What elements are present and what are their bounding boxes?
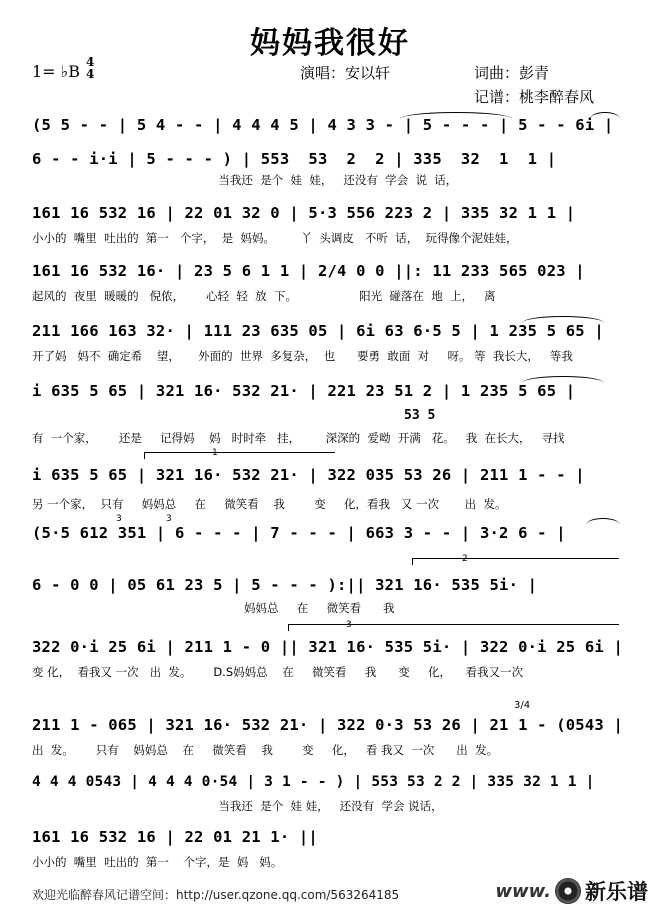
- lyric-line: 小小的 嘴里 吐出的 第一 个字， 是 妈妈。 丫 头调皮 不听 话， 玩得像个泥娃娃，: [32, 231, 518, 245]
- tie-arc: [522, 376, 604, 383]
- tie-arc: [586, 518, 620, 525]
- time-signature-top: 4: [86, 55, 95, 69]
- notation-line: 211 166 163 32· | 111 23 635 05 | 6i 63 6·5 5 | 1 235 5 65 |: [32, 322, 604, 340]
- triplet-mark: 3: [116, 514, 122, 524]
- triplet-mark: 3: [166, 514, 172, 524]
- notation-line: i 635 5 65 | 321 16· 532 21· | 322 035 53 26 | 211 1 - - |: [32, 466, 585, 484]
- lyric-line: 出 发。 只有 妈妈总 在 微笑看 我 变 化， 看 我又 一次 出 发。: [32, 743, 499, 757]
- notation-line: 161 16 532 16· | 23 5 6 1 1 | 2/4 0 0 ||: 11 233 565 023 |: [32, 262, 585, 280]
- volta-label-3: 3: [346, 620, 352, 630]
- time-signature: [86, 56, 94, 80]
- notation-line: (5·5 612 351 | 6 - - - | 7 - - - | 663 3 - - | 3·2 6 - |: [32, 524, 566, 542]
- time-signature-bottom: 4: [86, 67, 95, 81]
- footer-website[interactable]: 欢迎光临醉春风记谱空间：http://user.qzone.qq.com/563264185: [32, 888, 400, 902]
- tie-arc: [522, 316, 604, 323]
- notation-line: 4 4 4 0543 | 4 4 4 0·54 | 3 1 - - ) | 553 53 2 2 | 335 32 1 1 |: [32, 774, 595, 790]
- notation-line: 161 16 532 16 | 22 01 32 0 | 5·3 556 223 2 | 335 32 1 1 |: [32, 204, 576, 222]
- volta-label-1: 1: [212, 448, 218, 458]
- song-title: 妈妈我很好: [250, 26, 410, 61]
- volta-label-2: 2: [462, 554, 468, 564]
- lyric-line: 起风的 夜里 暖暖的 倪侬， 心轻 轻 放 下。 阳光 碰落在 地 上， 离: [32, 289, 496, 303]
- lyric-line: 开了妈 妈不 确定希 望， 外面的 世界 多复杂， 也 要勇 敢面 对 呀。 等 我长大， 等我: [32, 349, 573, 363]
- meter-change: 3/4: [514, 700, 531, 711]
- volta-bracket-3: [288, 624, 619, 631]
- lyric-line: 有 一个家， 还是 记得妈 妈 时时牵 挂， 深深的 爱呦 开满 花。 我 在长大， 寻找: [32, 431, 565, 445]
- notation-line: 6 - - i·i | 5 - - - ) | 553 53 2 2 | 335 32 1 1 |: [32, 150, 557, 168]
- notation-line: 161 16 532 16 | 22 01 21 1· ||: [32, 828, 318, 846]
- singer-credit: 演唱：安以轩: [300, 64, 391, 82]
- grace-note-annotation: 53 5: [404, 408, 436, 423]
- lyric-line: 当我还 是个 娃 娃， 还没有 学会 说 话，: [32, 173, 458, 187]
- tie-arc: [590, 112, 620, 119]
- logo-www: www.: [495, 880, 551, 902]
- notation-line: i 635 5 65 | 321 16· 532 21· | 221 23 51 2 | 1 235 5 65 |: [32, 382, 576, 400]
- key-signature: 1= ♭B: [32, 62, 80, 81]
- record-disc-icon: [555, 878, 581, 904]
- notation-line: 322 0·i 25 6i | 211 1 - 0 || 321 16· 535 5i· | 322 0·i 25 6i |: [32, 638, 623, 656]
- lyric-line: 妈妈总 在 微笑看 我: [32, 601, 395, 615]
- composer-credit: 词曲：彭青: [474, 64, 550, 82]
- notation-line: 211 1 - 065 | 321 16· 532 21· | 322 0·3 53 26 | 21 1 - (0543 |: [32, 716, 623, 734]
- lyric-line: 变 化， 看我又 一次 出 发。 D.S妈妈总 在 微笑看 我 变 化， 看我又一次: [32, 665, 524, 679]
- tie-arc: [400, 112, 512, 119]
- transcriber-credit: 记谱：桃李醉春风: [474, 88, 595, 106]
- site-logo: [495, 874, 648, 908]
- lyric-line: 当我还 是个 娃 娃， 还没有 学会 说话，: [32, 799, 443, 813]
- lyric-line: 另 一个家， 只有 妈妈总 在 微笑看 我 变 化，看我 又 一次 出 发。: [32, 497, 507, 511]
- notation-line: (5 5 - - | 5 4 - - | 4 4 4 5 | 4 3 3 - | 5 - - - | 5 - - 6i |: [32, 116, 614, 134]
- volta-bracket-2: [412, 558, 619, 565]
- logo-text: 新乐谱: [585, 880, 648, 904]
- lyric-line: 小小的 嘴里 吐出的 第一 个字，是 妈 妈。: [32, 855, 283, 869]
- volta-bracket-1: [144, 452, 335, 459]
- notation-line: 6 - 0 0 | 05 61 23 5 | 5 - - - ):|| 321 16· 535 5i· |: [32, 576, 538, 594]
